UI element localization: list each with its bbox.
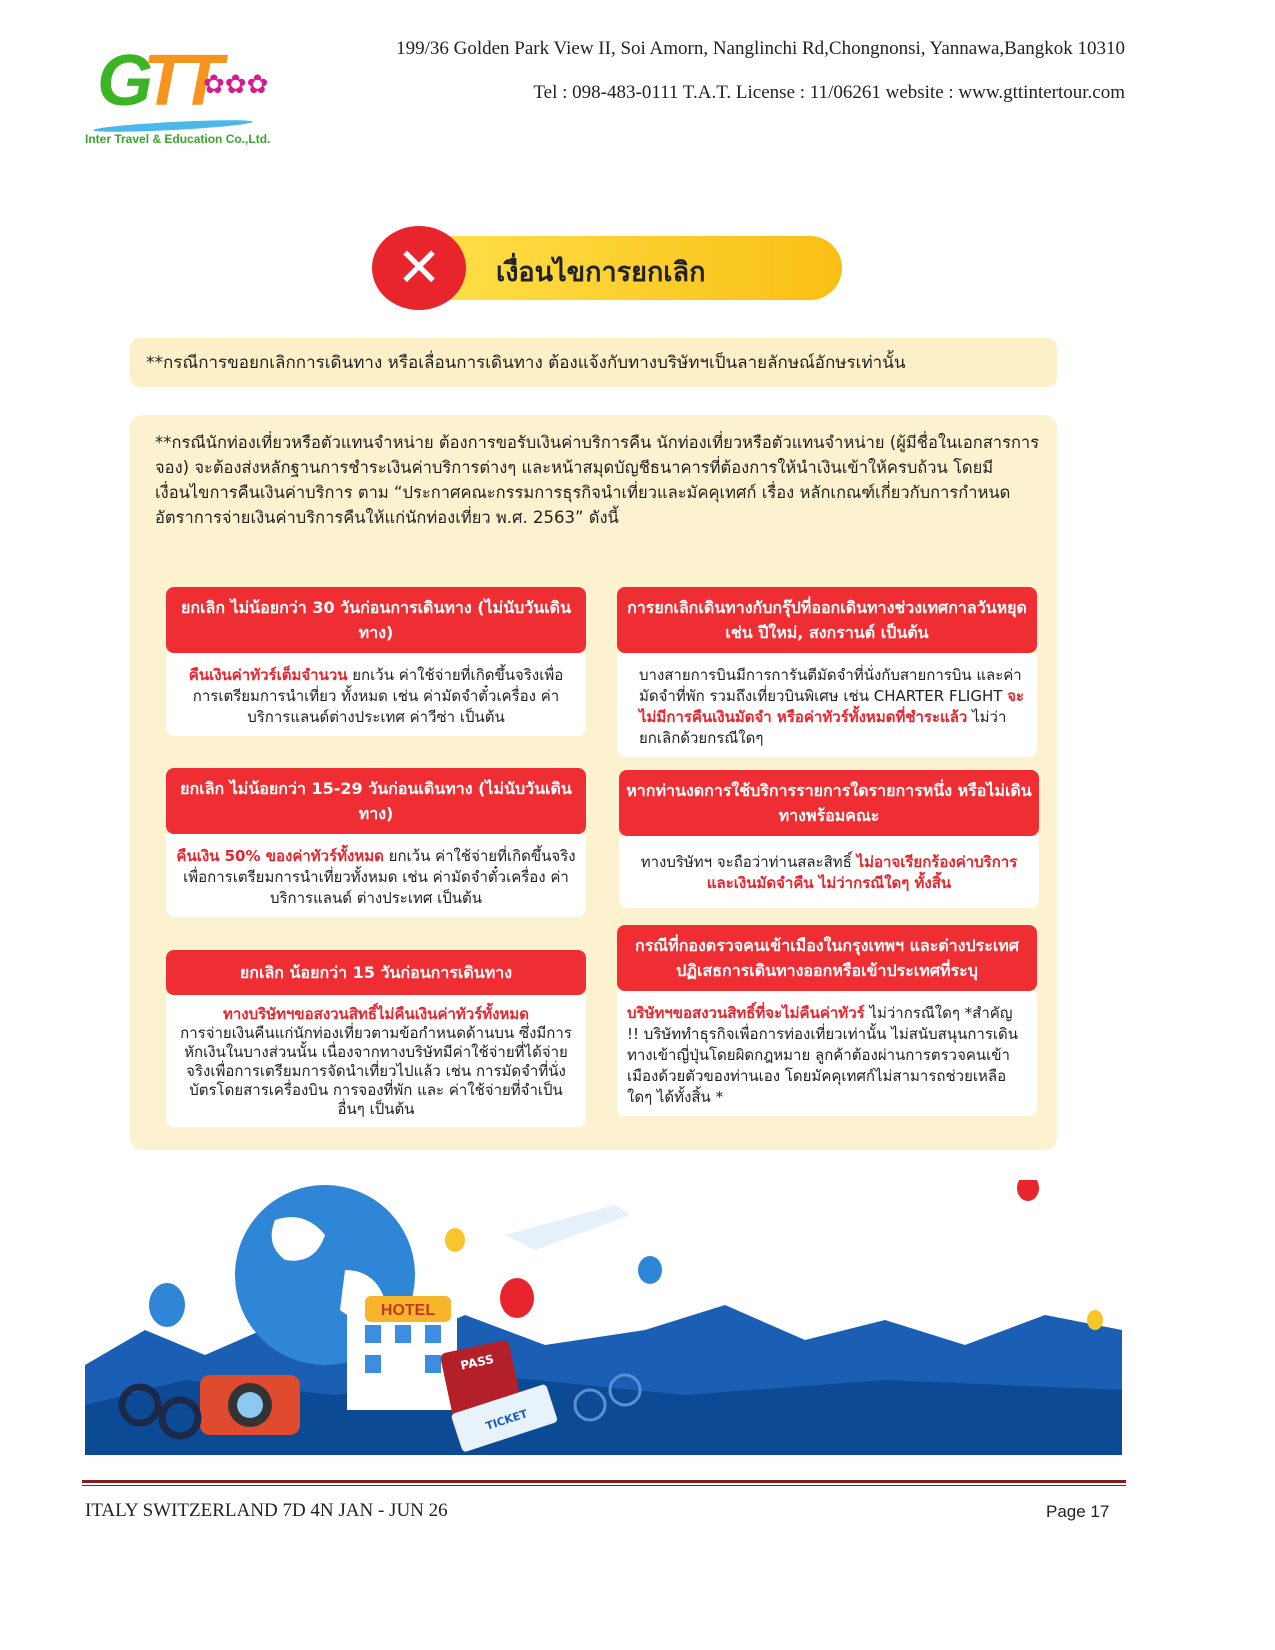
condition-card: ยกเลิก ไม่น้อยกว่า 15-29 วันก่อนเดินทาง (ไม่นับวันเดินทาง) คืนเงิน 50% ของค่าทัวร์ทั้งหมด ยกเว้น ค่าใช้จ่ายที่เกิดขึ้นจริงเพื่อการเตรียมการนำเที่ยวทั้งหมด เช่น ค่ามัดจำตั๋วเครื่อง ค่าบริการแลนด์ ต่างประเทศ เป็นต้น (166, 768, 586, 917)
svg-text:PASS: PASS (459, 1351, 496, 1373)
close-x-icon: ✕ (372, 226, 466, 310)
condition-card: การยกเลิกเดินทางกับกรุ๊ปที่ออกเดินทางช่วงเทศกาลวันหยุด เช่น ปีใหม่, สงกรานต์ เป็นต้น บางสายการบินมีการการันตีมัดจำที่นั่งกับสายการบิน และค่ามัดจำที่พัก รวมถึงเที่ยวบินพิเศษ เช่น CHARTER FLIGHT จะไม่มีการคืนเงินมัดจำ หรือค่าทัวร์ทั้งหมดที่ชำระแล้ว ไม่ว่ายกเลิกด้วยกรณีใดๆ (617, 587, 1037, 757)
intro-text: **กรณีนักท่องเที่ยวหรือตัวแทนจำหน่าย ต้องการขอรับเงินค่าบริการคืน นักท่องเที่ยวหรือตัวแทนจำหน่าย (ผู้มีชื่อในเอกสารการจอง) จะต้องส่งหลักฐานการชำระเงินค่าบริการต่างๆ และหน้าสมุดบัญชีธนาคารที่ต้องการให้นำเงินเข้าให้ครบถ้วน โดยมีเงื่อนไขการคืนเงินค่าบริการ ตาม “ประกาศคณะกรรมการธุรกิจนำเที่ยวและมัคคุเทศก์ เรื่อง หลักเกณฑ์เกี่ยวกับการกำหนดอัตราการจ่ายเงินค่าบริการคืนให้แก่นักท่องเที่ยว พ.ศ. 2563” ดังนี้ (155, 433, 1040, 527)
travel-illustration (85, 1180, 1122, 1455)
condition-card: ยกเลิก ไม่น้อยกว่า 30 วันก่อนการเดินทาง (ไม่นับวันเดินทาง) คืนเงินค่าทัวร์เต็มจำนวน ยกเว้น ค่าใช้จ่ายที่เกิดขึ้นจริงเพื่อการเตรียมการนำเที่ยว ทั้งหมด เช่น ค่ามัดจำตั๋วเครื่อง ค่าบริการแลนด์ต่างประเทศ ค่าวีซ่า เป็นต้น (166, 587, 586, 736)
condition-card: ยกเลิก น้อยกว่า 15 วันก่อนการเดินทาง ทางบริษัทฯขอสงวนสิทธิ์ไม่คืนเงินค่าทัวร์ทั้งหมด การจ่ายเงินคืนแก่นักท่องเที่ยวตามข้อกำหนดด้านบน ซึ่งมีการหักเงินในบางส่วนนั้น เนื่องจากทางบริษัทมีค่าใช้จ่ายที่ได้จ่ายจริงเพื่อการเตรียมการจัดนำเที่ยวไปแล้ว เช่น การมัดจำที่นั่งบัตรโดยสารเครื่องบิน การจองที่พัก และ ค่าใช้จ่ายที่จำเป็นอื่นๆ เป็นต้น (166, 950, 586, 1127)
condition-card: หากท่านงดการใช้บริการรายการใดรายการหนึ่ง หรือไม่เดินทางพร้อมคณะ ทางบริษัทฯ จะถือว่าท่านสละสิทธิ์ ไม่อาจเรียกร้องค่าบริการและเงินมัดจำคืน ไม่ว่ากรณีใดๆ ทั้งสิ้น (619, 770, 1039, 908)
section-title: เงื่อนไขการยกเลิก (420, 236, 842, 300)
page-number: Page 17 (1046, 1502, 1110, 1521)
company-contact: Tel : 098-483-0111 T.A.T. License : 11/06261 website : www.gttintertour.com (533, 82, 1125, 103)
hotel-sign: HOTEL (380, 1302, 436, 1319)
flower-icon: ✿✿✿ (203, 70, 269, 100)
notice-bar: **กรณีการขอยกเลิกการเดินทาง หรือเลื่อนการเดินทาง ต้องแจ้งกับทางบริษัทฯเป็นลายลักษณ์อักษรเท่านั้น (130, 338, 1057, 387)
footer-divider (82, 1480, 1126, 1486)
footer-tour-name: ITALY SWITZERLAND 7D 4N JAN - JUN 26 (85, 1500, 448, 1521)
company-address: 199/36 Golden Park View II, Soi Amorn, Nanglinchi Rd,Chongnonsi, Yannawa,Bangkok 10310 (396, 38, 1125, 59)
svg-text:TICKET: TICKET (484, 1407, 530, 1433)
condition-card: กรณีที่กองตรวจคนเข้าเมืองในกรุงเทพฯ และต่างประเทศปฏิเสธการเดินทางออกหรือเข้าประเทศที่ระบุ บริษัทฯขอสงวนสิทธิ์ที่จะไม่คืนค่าทัวร์ ไม่ว่ากรณีใดๆ *สำคัญ !! บริษัททำธุรกิจเพื่อการท่องเที่ยวเท่านั้น ไม่สนับสนุนการเดินทางเข้าญี่ปุ่นโดยผิดกฎหมาย ลูกค้าต้องผ่านการตรวจคนเข้าเมืองด้วยตัวของท่านเอง โดยมัคคุเทศก์ไม่สามารถช่วยเหลือใดๆ ได้ทั้งสิ้น * (617, 925, 1037, 1116)
airplane-icon (505, 1205, 630, 1250)
company-logo: G TT ✿✿✿ Inter Travel & Education Co.,Ltd. (85, 41, 271, 146)
